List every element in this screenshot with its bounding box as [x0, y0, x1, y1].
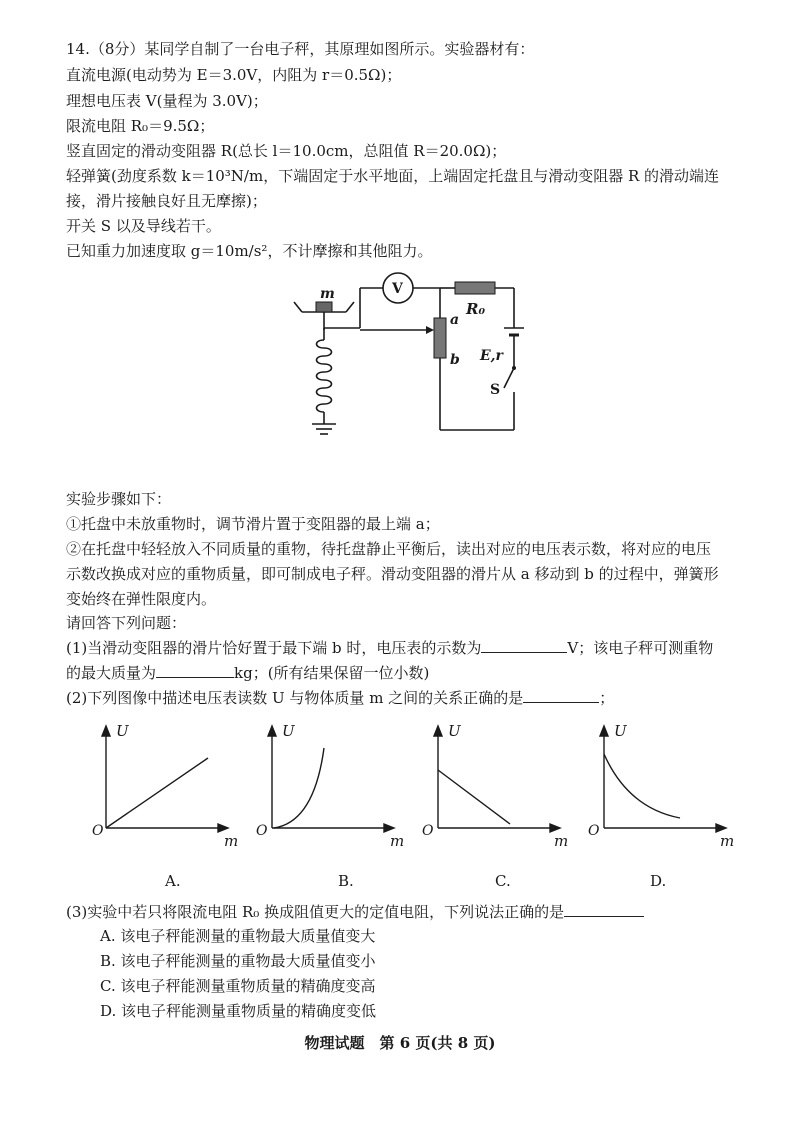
q3-option-d[interactable]: D. 该电子秤能测量重物质量的精确度变低 [100, 1002, 377, 1020]
mass-block [316, 302, 332, 312]
equipment-line: 开关 S 以及导线若干。 [66, 217, 221, 235]
svg-text:U: U [116, 722, 129, 740]
q1-line1: (1)当滑动变阻器的滑片恰好置于最下端 b 时，电压表的示数为 V；该电子秤可测重物 [66, 636, 713, 659]
svg-text:U: U [614, 722, 627, 740]
graph-d [584, 720, 744, 850]
graph-a-curve [106, 758, 208, 828]
steps-title: 实验步骤如下： [66, 490, 172, 508]
graph-d-curve [604, 754, 680, 818]
r0-resistor [455, 282, 495, 294]
end-a-label: a [450, 312, 460, 328]
svg-text:m: m [224, 832, 239, 850]
step-item: 变始终在弹性限度内。 [66, 590, 217, 608]
svg-text:O: O [256, 823, 268, 839]
q3-option-c[interactable]: C. 该电子秤能测量重物质量的精确度变高 [100, 977, 376, 995]
q1-line2: 的最大质量为 kg；(所有结果保留一位小数) [66, 661, 429, 684]
svg-text:U: U [282, 722, 295, 740]
voltmeter-label: V [392, 281, 403, 297]
switch-label: S [490, 382, 501, 398]
graph-b-curve [274, 748, 324, 828]
r0-label: R₀ [466, 300, 486, 318]
q2-answer-blank[interactable] [523, 686, 599, 703]
q3-answer-blank[interactable] [564, 900, 644, 917]
graph-label-d[interactable]: D. [650, 872, 667, 890]
equipment-line: 理想电压表 V(量程为 3.0V)； [66, 92, 268, 110]
q2-line: (2)下列图像中描述电压表读数 U 与物体质量 m 之间的关系正确的是 ； [66, 686, 614, 709]
source-label: E,r [480, 348, 503, 364]
equipment-line: 接，滑片接触良好且无摩擦)； [66, 192, 267, 210]
rheostat [434, 318, 446, 358]
step-item: ①托盘中未放重物时，调节滑片置于变阻器的最上端 a； [66, 515, 440, 533]
svg-text:m: m [720, 832, 735, 850]
step-item: 示数改换成对应的重物质量，即可制成电子秤。滑动变阻器的滑片从 a 移动到 b 的过程中，弹簧形 [66, 565, 719, 583]
graph-label-b[interactable]: B. [338, 872, 354, 890]
q1-voltage-blank[interactable] [481, 636, 567, 653]
graph-label-c[interactable]: C. [495, 872, 511, 890]
mass-label: m [320, 286, 335, 302]
equipment-line: 竖直固定的滑动变阻器 R(总长 l＝10.0cm，总阻值 R＝20.0Ω)； [66, 142, 507, 160]
q3-option-b[interactable]: B. 该电子秤能测量的重物最大质量值变小 [100, 952, 376, 970]
svg-text:O: O [422, 823, 434, 839]
equipment-line: 轻弹簧(劲度系数 k＝10³N/m，下端固定于水平地面，上端固定托盘且与滑动变阻器 R 的滑动端连 [66, 167, 720, 185]
q3-line: (3)实验中若只将限流电阻 R₀ 换成阻值更大的定值电阻，下列说法正确的是 [66, 900, 644, 923]
q1-mass-blank[interactable] [156, 661, 234, 678]
graph-c [418, 720, 578, 850]
end-b-label: b [450, 352, 460, 368]
equipment-line: 限流电阻 R₀＝9.5Ω； [66, 117, 215, 135]
svg-text:O: O [92, 823, 104, 839]
page-footer: 物理试题 第 6 页(共 8 页) [304, 1034, 496, 1052]
circuit-diagram [290, 268, 540, 448]
graph-c-curve [438, 770, 510, 824]
graph-a [86, 720, 239, 850]
svg-text:O: O [588, 823, 600, 839]
q3-option-a[interactable]: A. 该电子秤能测量的重物最大质量值变大 [100, 927, 376, 945]
svg-text:m: m [390, 832, 405, 850]
question-header: 14.（8分）某同学自制了一台电子秤，其原理如图所示。实验器材有： [66, 40, 535, 58]
step-item: ②在托盘中轻轻放入不同质量的重物，待托盘静止平衡后，读出对应的电压表示数，将对应的电压 [66, 540, 712, 558]
svg-text:m: m [554, 832, 569, 850]
answer-prompt: 请回答下列问题： [66, 614, 187, 632]
graph-label-a[interactable]: A. [165, 872, 181, 890]
graph-b [252, 720, 412, 850]
svg-text:U: U [448, 722, 461, 740]
equipment-line: 已知重力加速度取 g＝10m/s²，不计摩擦和其他阻力。 [66, 242, 433, 260]
equipment-line: 直流电源(电动势为 E＝3.0V，内阻为 r＝0.5Ω)； [66, 66, 402, 84]
